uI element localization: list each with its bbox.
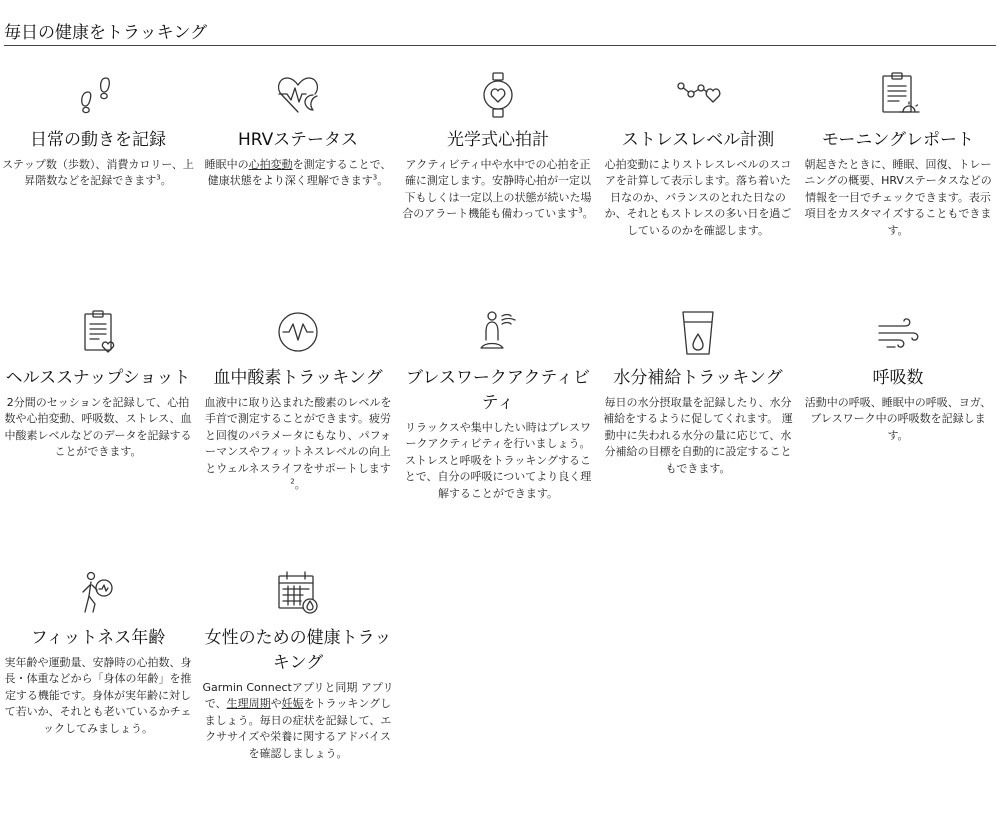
card-title: 日常の動きを記録 — [30, 130, 166, 150]
hrv-heart-moon-icon — [200, 72, 396, 122]
fitness-age-icon — [0, 570, 196, 620]
card-health-snapshot — [0, 310, 196, 461]
card-respiration — [800, 310, 996, 444]
card-description: 2分間のセッションを記録して、心拍数や心拍変動、呼吸数、ストレス、血中酸素レベルなどのデータを記録することができます。 — [4, 396, 192, 459]
card-pulse-ox — [200, 310, 396, 493]
respiration-icon — [800, 310, 996, 360]
card-description: 心拍変動によりストレスレベルのスコアを計算して表示します。落ち着いた日なのか、バランスのとれた日なのか、それともストレスの多い日を過ごしているのかを確認します。 — [604, 158, 792, 237]
section-title: 毎日の健康をトラッキング — [4, 23, 208, 43]
breathwork-icon — [400, 310, 596, 360]
card-description: アクティビティ中や水中での心拍を正確に測定します。安静時心拍が一定以下もしくは一定以上の状態が続いた場合のアラート機能も備わっています$^3$。 — [402, 158, 594, 221]
hydration-icon — [600, 310, 796, 360]
card-title: フィットネス年齢 — [30, 628, 166, 648]
card-description: ステップ数（歩数）、消費カロリー、上昇階数などを記録できます$^3$。 — [2, 158, 194, 188]
card-breathwork — [400, 310, 596, 502]
card-title: 血中酸素トラッキング — [213, 368, 383, 388]
card-description: 毎日の水分摂取量を記録したり、水分補給をするように促してくれます。 運動中に失われる水分の量に応じて、水分補給の目標を自動的に設定することもできます。 — [603, 396, 793, 475]
card-title: モーニングレポート — [822, 130, 974, 150]
card-title: ヘルススナップショット — [5, 368, 191, 388]
card-title: HRVステータス — [238, 130, 358, 150]
card-description: 血液中に取り込まれた酸素のレベルを手首で測定することができます。疲労と回復のパラメータにもなり、パフォーマンスやフィットネスレベルの向上とウェルネスライフをサポートします$^2$。 — [204, 396, 392, 492]
card-morning-report — [800, 72, 996, 239]
pregnancy-link[interactable]: 妊娠 — [281, 697, 304, 711]
card-description: 実年齢や運動量、安静時の心拍数、身長・体重などから「身体の年齢」を推定する機能です。身体が実年齢に対して若いか、それとも老いているかチェックしてみましょう。 — [4, 656, 192, 735]
watch-heart-icon — [400, 72, 596, 122]
footprints-icon — [0, 72, 196, 122]
card-description: 活動中の呼吸、睡眠中の呼吸、ヨガ、ブレスワーク中の呼吸数を記録します。 — [804, 396, 992, 442]
card-title: 呼吸数 — [872, 368, 924, 388]
section-header — [4, 22, 996, 46]
card-description: 睡眠中の心拍変動を測定することで、健康状態をより深く理解できます$^3$。 — [204, 158, 392, 188]
card-daily-activity — [0, 72, 196, 190]
womens-health-calendar-icon — [200, 570, 396, 620]
card-title: 水分補給トラッキング — [613, 368, 783, 388]
health-snapshot-icon — [0, 310, 196, 360]
card-stress-level — [600, 72, 796, 239]
card-description: 朝起きたときに、睡眠、回復、トレーニングの概要、HRVステータスなどの情報を一目でチェックできます。表示項目をカスタマイズすることもできます。 — [804, 158, 992, 237]
card-womens-health — [200, 570, 396, 762]
morning-report-icon — [800, 72, 996, 122]
card-fitness-age — [0, 570, 196, 737]
card-hydration — [600, 310, 796, 477]
card-description: リラックスや集中したい時はブレスワークアクティビティを行いましょう。ストレスと呼吸をトラッキングすることで、自分の呼吸についてより良く理解することができます。 — [404, 421, 592, 500]
hrv-link[interactable]: 心拍変動 — [248, 158, 293, 171]
card-title: ブレスワークアクティビティ — [406, 368, 590, 413]
card-title: 光学式心拍計 — [447, 130, 549, 150]
card-title: ストレスレベル計測 — [621, 130, 775, 150]
stress-level-icon — [600, 72, 796, 122]
card-optical-heart-rate — [400, 72, 596, 223]
card-hrv-status — [200, 72, 396, 190]
menstrual-cycle-link[interactable]: 生理周期 — [226, 697, 271, 711]
card-description: Garmin Connectアプリと同期 アプリで、生理周期や妊娠をトラッキングしましょう。毎日の症状を記録して、エクササイズや栄養に関するアドバイスを確認しましょう。 — [202, 681, 394, 760]
pulse-ox-icon — [200, 310, 396, 360]
card-title: 女性のための健康トラッキング — [204, 628, 392, 673]
